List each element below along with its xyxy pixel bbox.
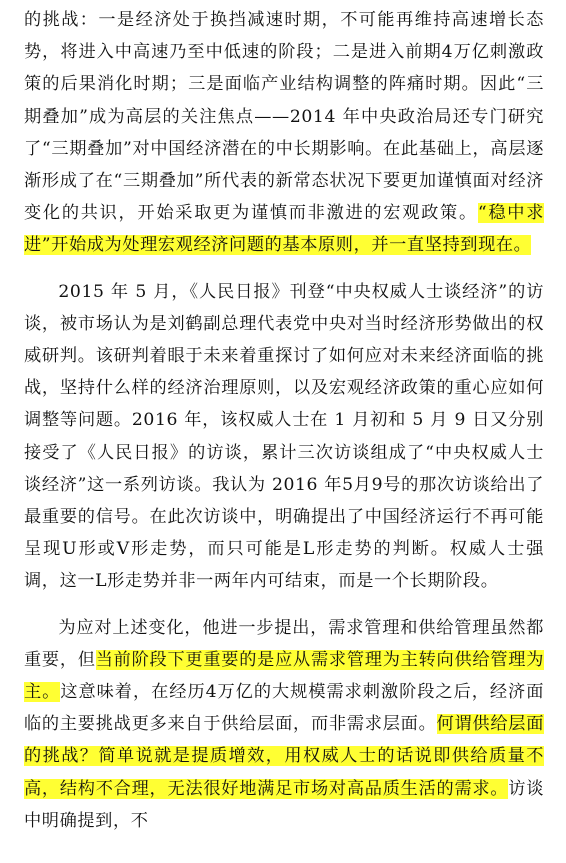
- highlighted-text: 当前阶段下更重要的是应从需求管理为主转向供给管理为主。: [24, 649, 544, 703]
- paragraph-gap: [24, 598, 544, 612]
- text-segment: 为应对上述变化，他进一步提出，需求管理和供给管理虽然都重要，但: [24, 617, 544, 670]
- text-segment: 这意味着，在经历4万亿的大规模需求刺激阶段之后，经济面临的主要挑战更多来自于供给层面，而非需求层面。: [24, 682, 545, 735]
- highlighted-text: 何谓供给层面的挑战？简单说就是提质增效，用权威人士的话说即供给质量不高，结构不合理，无法很好地满足市场对高品质生活的需求。: [24, 714, 544, 799]
- highlighted-text: “稳中求进”开始成为处理宏观经济问题的基本原则，并一直坚持到现在。: [24, 203, 544, 256]
- paragraph-1: [24, 4, 544, 262]
- paragraph-3: [24, 612, 544, 837]
- paragraph-gap: [24, 262, 544, 276]
- text-segment: 访谈中明确提到，不: [24, 778, 545, 831]
- paragraph-2: [24, 276, 544, 598]
- text-segment: 2015 年 5 月，《人民日报》刊登“中央权威人士谈经济”的访谈，被市场认为是刘鹤副总理代表党中央对当时经济形势做出的权威研判。该研判着眼于未来着重探讨了如何应对未来经济面临的挑战，坚持什么样的经济治理原则，以及宏观经济政策的重心应如何调整等问题。2016 年，该权威人士在 1 月初和 5 月 9 日又分别接受了《人民日报》的访谈，累计三次访谈组成了“中央权威人士谈经济”这一系列访谈。我认为 2016 年5月9号的那次访谈给出了最重要的信号。在此次访谈中，明确提出了中国经济运行不再可能呈现U形或V形走势，而只可能是L形走势的判断。权威人士强调，这一L形走势并非一两年内可结束，而是一个长期阶段。: [24, 281, 544, 592]
- text-segment: 的挑战：一是经济处于换挡减速时期，不可能再维持高速增长态势，将进入中高速乃至中低速的阶段；二是进入前期4万亿刺激政策的后果消化时期；三是面临产业结构调整的阵痛时期。因此“三期叠加”成为高层的关注焦点——2014 年中央政治局还专门研究了“三期叠加”对中国经济潜在的中长期影响。在此基础上，高层逐渐形成了在“三期叠加”所代表的新常态状况下要更加谨慎面对经济变化的共识，开始采取更为谨慎而非激进的宏观政策。: [24, 10, 544, 224]
